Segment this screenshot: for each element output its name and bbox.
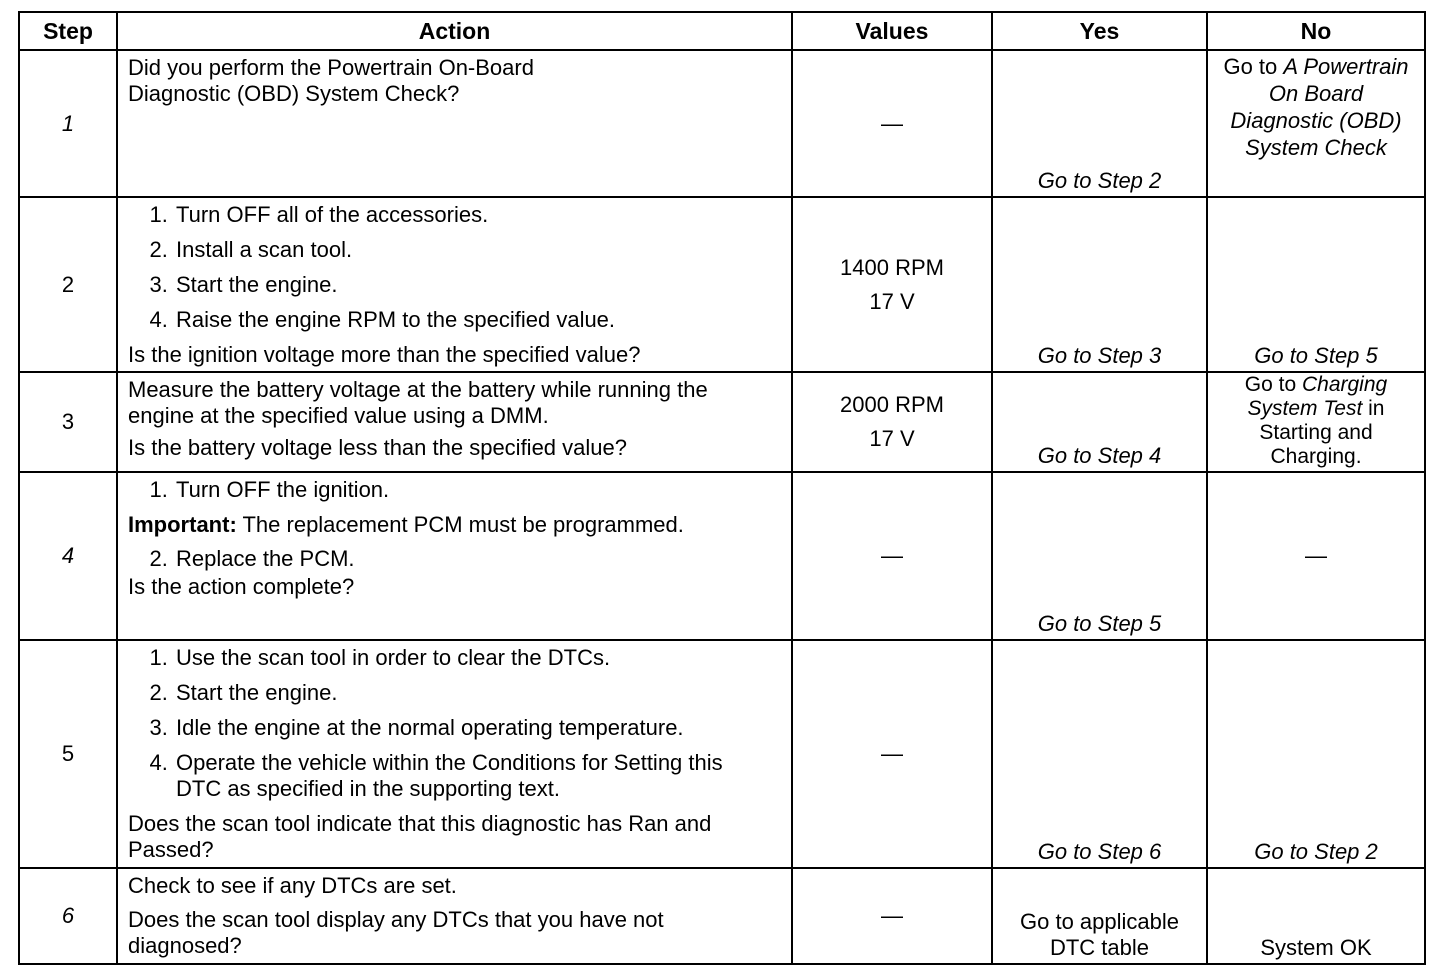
action-text: Did you perform the Powertrain On-Board Diagnostic (OBD) System Check?	[128, 55, 534, 106]
no-cell	[1207, 868, 1425, 964]
action-step: 1. Use the scan tool in order to clear the DTCs.	[174, 645, 781, 671]
value-voltage: 17 V	[869, 426, 915, 451]
values-cell: —	[792, 50, 992, 197]
action-step: 2. Start the engine.	[174, 680, 781, 706]
yes-link[interactable]: Go to Step 6	[1037, 839, 1162, 864]
action-step: 4. Raise the engine RPM to the specified value.	[174, 307, 781, 333]
important-label: Important:	[128, 512, 237, 537]
action-step: 2. Install a scan tool.	[174, 237, 781, 263]
yes-cell	[992, 50, 1207, 197]
value-rpm: 2000 RPM	[840, 392, 944, 417]
action-steps-list	[128, 202, 781, 333]
action-step: 2. Replace the PCM.	[174, 546, 781, 572]
header-no: No	[1207, 12, 1425, 50]
action-question: Is the ignition voltage more than the specified value?	[128, 342, 641, 367]
no-link[interactable]: Charging System Test	[1247, 373, 1388, 420]
values-cell: —	[792, 640, 992, 868]
no-cell: —	[1207, 472, 1425, 640]
action-cell	[117, 372, 792, 472]
table-row-step-5	[19, 640, 1425, 868]
action-cell	[117, 640, 792, 868]
no-prefix: Go to	[1223, 54, 1284, 79]
no-cell	[1207, 197, 1425, 372]
yes-link[interactable]: Go to Step 3	[1037, 343, 1162, 368]
action-step: 4. Operate the vehicle within the Conditions for Setting this DTC as specified in the supporting text.	[174, 750, 781, 802]
yes-cell	[992, 372, 1207, 472]
values-cell: —	[792, 868, 992, 964]
header-yes: Yes	[992, 12, 1207, 50]
action-step: 3. Start the engine.	[174, 272, 781, 298]
values-cell	[792, 197, 992, 372]
step-number: 5	[19, 640, 117, 868]
action-cell	[117, 50, 792, 197]
yes-cell	[992, 640, 1207, 868]
header-action: Action	[117, 12, 792, 50]
action-question: Is the action complete?	[128, 574, 355, 599]
action-cell	[117, 868, 792, 964]
values-cell: —	[792, 472, 992, 640]
no-suffix: in Starting and Charging.	[1259, 397, 1385, 468]
table-row-step-1	[19, 50, 1425, 197]
action-step: 3. Idle the engine at the normal operating temperature.	[174, 715, 781, 741]
table-header-row	[19, 12, 1425, 50]
no-cell	[1207, 372, 1425, 472]
header-step: Step	[19, 12, 117, 50]
action-question: Is the battery voltage less than the specified value?	[128, 435, 627, 460]
no-link[interactable]: A Powertrain On Board Diagnostic (OBD) System Check	[1230, 54, 1409, 160]
action-cell	[117, 197, 792, 372]
action-steps-list	[128, 645, 781, 802]
table-row-step-3	[19, 372, 1425, 472]
yes-link[interactable]: Go to Step 4	[1037, 443, 1162, 468]
no-link[interactable]: Go to Step 2	[1254, 839, 1378, 864]
yes-link[interactable]: Go to Step 2	[1037, 168, 1162, 193]
step-number: 6	[19, 868, 117, 964]
value-rpm: 1400 RPM	[840, 254, 944, 280]
step-number: 3	[19, 372, 117, 472]
no-cell	[1207, 50, 1425, 197]
action-step: 1. Turn OFF all of the accessories.	[174, 202, 781, 228]
action-steps-list	[128, 546, 781, 572]
action-step: 1. Turn OFF the ignition.	[174, 477, 781, 503]
no-cell	[1207, 640, 1425, 868]
table-row-step-2	[19, 197, 1425, 372]
action-steps-list	[128, 477, 781, 503]
yes-cell	[992, 197, 1207, 372]
no-result: System OK	[1260, 935, 1372, 960]
diagnostic-table	[18, 11, 1426, 965]
important-note	[128, 512, 781, 538]
yes-link[interactable]: Go to Step 5	[1037, 611, 1162, 636]
action-text: Check to see if any DTCs are set.	[128, 873, 457, 898]
no-prefix: Go to	[1244, 373, 1302, 396]
action-cell	[117, 472, 792, 640]
step-number: 1	[19, 50, 117, 197]
step-number: 4	[19, 472, 117, 640]
action-question: Does the scan tool display any DTCs that you have not diagnosed?	[128, 907, 664, 958]
yes-cell	[992, 472, 1207, 640]
no-link[interactable]: Go to Step 5	[1254, 343, 1378, 368]
values-cell	[792, 372, 992, 472]
yes-cell	[992, 868, 1207, 964]
table-row-step-6	[19, 868, 1425, 964]
action-question: Does the scan tool indicate that this diagnostic has Ran and Passed?	[128, 811, 712, 862]
header-values: Values	[792, 12, 992, 50]
yes-link[interactable]: Go to applicable DTC table	[1020, 909, 1179, 960]
step-number: 2	[19, 197, 117, 372]
important-text: The replacement PCM must be programmed.	[236, 512, 684, 537]
table-row-step-4	[19, 472, 1425, 640]
value-voltage: 17 V	[869, 288, 915, 314]
action-text: Measure the battery voltage at the battery while running the engine at the specified value using a DMM.	[128, 377, 708, 428]
